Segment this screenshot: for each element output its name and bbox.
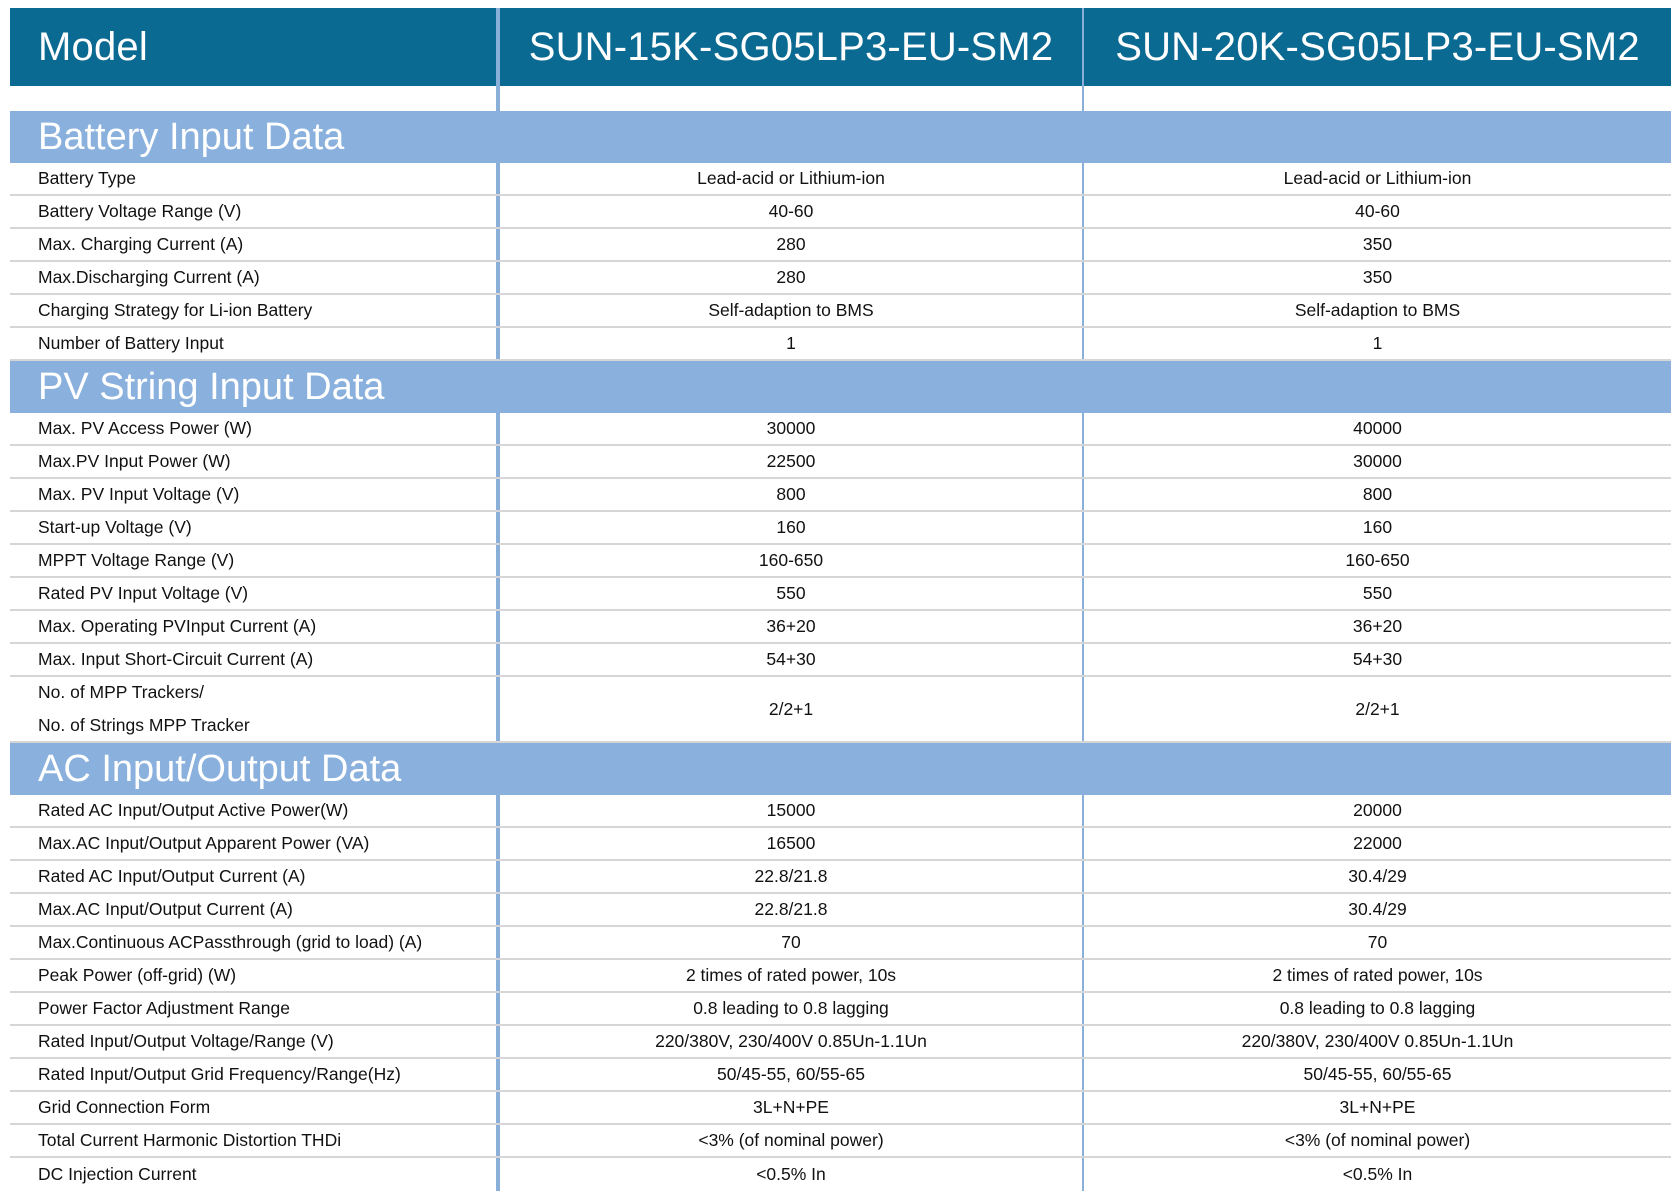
spec-value-model-2: 350 [1082,229,1671,260]
spec-value-model-1: <3% (of nominal power) [496,1125,1082,1156]
spec-value-model-2: 20000 [1082,795,1671,826]
model-header-row [10,8,1671,86]
spec-label: Max. PV Input Voltage (V) [38,484,240,504]
spec-row [10,828,1671,861]
spec-label: Rated AC Input/Output Active Power(W) [38,800,349,820]
spec-value-model-1: 30000 [496,413,1082,444]
spec-row [10,861,1671,894]
spec-row [10,611,1671,644]
spec-value-model-2: 1 [1082,328,1671,359]
spec-row [10,1026,1671,1059]
spec-label: Max. Operating PVInput Current (A) [38,616,317,636]
spec-label: Peak Power (off-grid) (W) [38,965,237,985]
spec-value-model-2: 36+20 [1082,611,1671,642]
spec-label: Grid Connection Form [38,1097,211,1117]
spec-value-model-1: 160 [496,512,1082,543]
spec-value-model-2: <0.5% In [1082,1158,1671,1191]
spec-row [10,1092,1671,1125]
spec-value-model-1: Lead-acid or Lithium-ion [496,163,1082,194]
spec-value-model-2: 3L+N+PE [1082,1092,1671,1123]
spec-label: Max. Input Short-Circuit Current (A) [38,649,314,669]
spec-label [10,677,496,741]
spec-label: Power Factor Adjustment Range [38,998,290,1018]
spec-value-model-2: Self-adaption to BMS [1082,295,1671,326]
spec-value-model-1: 54+30 [496,644,1082,675]
spec-value-model-1: 160-650 [496,545,1082,576]
spec-value-model-2: 2/2+1 [1082,677,1671,741]
spec-label: Start-up Voltage (V) [38,517,192,537]
spec-label: Max.Continuous ACPassthrough (grid to load) (A) [38,932,423,952]
spec-table [10,8,1671,1191]
spec-row [10,295,1671,328]
spec-label: Number of Battery Input [38,333,224,353]
spec-value-model-1: 1 [496,328,1082,359]
spec-value-model-2: 40000 [1082,413,1671,444]
spec-row [10,578,1671,611]
spec-value-model-1: Self-adaption to BMS [496,295,1082,326]
spec-row [10,677,1671,743]
spec-label: Max.PV Input Power (W) [38,451,231,471]
spec-row [10,1158,1671,1191]
section-title: Battery Input Data [10,111,1671,163]
spec-label: Rated PV Input Voltage (V) [38,583,249,603]
spec-value-model-2: 0.8 leading to 0.8 lagging [1082,993,1671,1024]
spec-label: Max.AC Input/Output Current (A) [38,899,293,919]
spec-value-model-2: 54+30 [1082,644,1671,675]
spec-value-model-2: 550 [1082,578,1671,609]
spec-value-model-2: 40-60 [1082,196,1671,227]
spec-value-model-1: 50/45-55, 60/55-65 [496,1059,1082,1090]
spec-value-model-2: 50/45-55, 60/55-65 [1082,1059,1671,1090]
spec-value-model-2: 220/380V, 230/400V 0.85Un-1.1Un [1082,1026,1671,1057]
spec-value-model-1: 36+20 [496,611,1082,642]
spec-row [10,479,1671,512]
spec-value-model-1: 2 times of rated power, 10s [496,960,1082,991]
spec-value-model-1: 0.8 leading to 0.8 lagging [496,993,1082,1024]
spec-value-model-1: 40-60 [496,196,1082,227]
spec-value-model-2: 800 [1082,479,1671,510]
spec-row [10,413,1671,446]
spec-value-model-1: 800 [496,479,1082,510]
spec-value-model-1: 22500 [496,446,1082,477]
spec-label: Max. Charging Current (A) [38,234,244,254]
spec-value-model-2: 2 times of rated power, 10s [1082,960,1671,991]
spec-value-model-1: 2/2+1 [496,677,1082,741]
spec-row [10,262,1671,295]
spec-value-model-1: 16500 [496,828,1082,859]
spec-label: Max. PV Access Power (W) [38,418,252,438]
table-body [10,111,1671,1191]
spec-row [10,927,1671,960]
spec-row [10,328,1671,361]
spec-value-model-1: 280 [496,262,1082,293]
spec-label: Total Current Harmonic Distortion THDi [38,1130,342,1150]
spec-label: MPPT Voltage Range (V) [38,550,235,570]
spec-value-model-1: 70 [496,927,1082,958]
spec-value-model-2: 70 [1082,927,1671,958]
spec-label: Rated AC Input/Output Current (A) [38,866,306,886]
model-name-2: SUN-20K-SG05LP3-EU-SM2 [1082,8,1671,86]
spec-row [10,545,1671,578]
spec-value-model-1: <0.5% In [496,1158,1082,1191]
spec-label: DC Injection Current [38,1164,197,1184]
spec-row [10,894,1671,927]
spec-row [10,229,1671,262]
spec-row [10,795,1671,828]
spec-value-model-2: 30.4/29 [1082,894,1671,925]
spec-value-model-1: 280 [496,229,1082,260]
spec-row [10,446,1671,479]
spec-label: Battery Type [38,168,136,188]
spec-row [10,512,1671,545]
model-label: Model [38,24,148,69]
spec-label-line-1: No. of MPP Trackers/ [38,682,204,702]
spec-value-model-2: 22000 [1082,828,1671,859]
section-title: PV String Input Data [10,361,1671,413]
model-name-1: SUN-15K-SG05LP3-EU-SM2 [496,8,1082,86]
spec-value-model-1: 220/380V, 230/400V 0.85Un-1.1Un [496,1026,1082,1057]
spec-row [10,644,1671,677]
spec-value-model-1: 550 [496,578,1082,609]
spec-value-model-1: 22.8/21.8 [496,894,1082,925]
spec-label: Rated Input/Output Voltage/Range (V) [38,1031,334,1051]
section-title: AC Input/Output Data [10,743,1671,795]
spec-row [10,196,1671,229]
spec-value-model-1: 15000 [496,795,1082,826]
spec-label: Battery Voltage Range (V) [38,201,242,221]
spec-value-model-2: Lead-acid or Lithium-ion [1082,163,1671,194]
spec-value-model-1: 3L+N+PE [496,1092,1082,1123]
spec-label: Rated Input/Output Grid Frequency/Range(Hz) [38,1064,401,1084]
spec-label-line-2: No. of Strings MPP Tracker [38,715,250,735]
spec-label: Max.AC Input/Output Apparent Power (VA) [38,833,370,853]
spec-value-model-2: 160-650 [1082,545,1671,576]
spec-value-model-2: 30000 [1082,446,1671,477]
spec-value-model-2: 350 [1082,262,1671,293]
spec-value-model-1: 22.8/21.8 [496,861,1082,892]
spec-row [10,163,1671,196]
spec-value-model-2: 30.4/29 [1082,861,1671,892]
spec-row [10,960,1671,993]
spec-row [10,1125,1671,1158]
spec-row [10,993,1671,1026]
header-spacer [10,86,1671,111]
spec-value-model-2: <3% (of nominal power) [1082,1125,1671,1156]
spec-label: Charging Strategy for Li-ion Battery [38,300,313,320]
spec-label: Max.Discharging Current (A) [38,267,260,287]
spec-value-model-2: 160 [1082,512,1671,543]
spec-row [10,1059,1671,1092]
